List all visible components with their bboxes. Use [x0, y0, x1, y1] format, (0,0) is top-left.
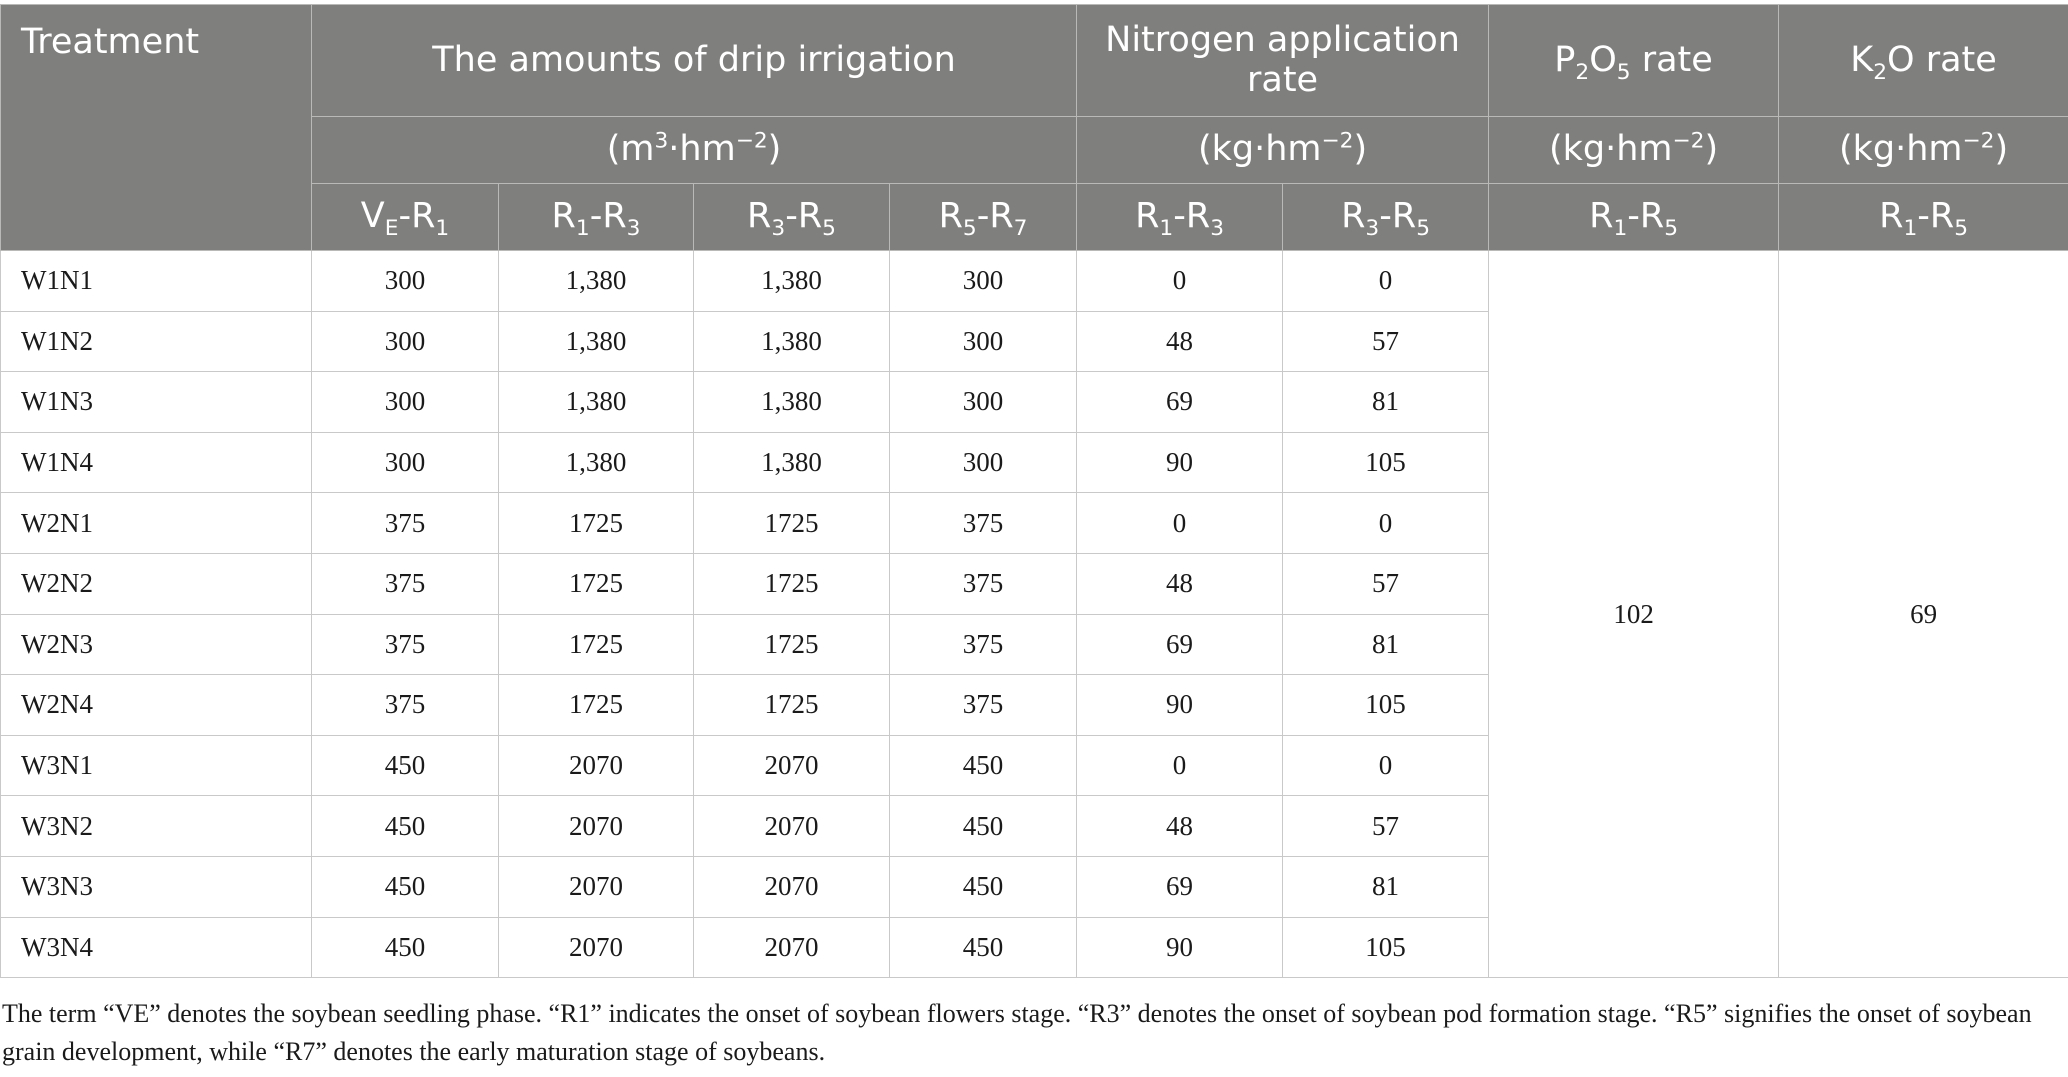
value-cell: 300 [312, 251, 499, 312]
value-cell: 375 [890, 675, 1077, 736]
value-cell: 1725 [694, 614, 890, 675]
treatment-header: Treatment [1, 5, 312, 251]
value-cell: 300 [890, 251, 1077, 312]
treatment-cell: W1N1 [1, 251, 312, 312]
nitrogen-unit: $(kg\cdot hm^{-2})$ [1077, 117, 1489, 184]
value-cell: 450 [890, 856, 1077, 917]
value-cell: 90 [1077, 432, 1283, 493]
value-cell: 57 [1283, 553, 1489, 614]
value-cell: 1,380 [499, 432, 694, 493]
value-cell: 81 [1283, 856, 1489, 917]
value-cell: 57 [1283, 311, 1489, 372]
stage-header: $R_3-R_5$ [694, 184, 890, 251]
stage-header: $R_3-R_5$ [1283, 184, 1489, 251]
value-cell: 1725 [499, 675, 694, 736]
treatment-cell: W1N3 [1, 372, 312, 433]
k2o-merged-cell: 69 [1779, 251, 2068, 978]
k2o-rate-header: $K_2O$ rate [1779, 5, 2068, 117]
value-cell: 90 [1077, 675, 1283, 736]
value-cell: 2070 [694, 917, 890, 978]
value-cell: 48 [1077, 553, 1283, 614]
stage-header: $R_1-R_3$ [499, 184, 694, 251]
p2o5-merged-cell: 102 [1489, 251, 1779, 978]
value-cell: 2070 [694, 856, 890, 917]
value-cell: 450 [890, 735, 1077, 796]
stage-header: $R_1-R_3$ [1077, 184, 1283, 251]
value-cell: 48 [1077, 311, 1283, 372]
k2o-unit: $(kg\cdot hm^{-2})$ [1779, 117, 2068, 184]
value-cell: 1,380 [499, 251, 694, 312]
value-cell: 1,380 [694, 251, 890, 312]
value-cell: 1,380 [499, 372, 694, 433]
table-row [1, 251, 2068, 312]
treatment-cell: W1N2 [1, 311, 312, 372]
stage-header: $V_E-R_1$ [312, 184, 499, 251]
value-cell: 105 [1283, 917, 1489, 978]
value-cell: 69 [1077, 856, 1283, 917]
value-cell: 81 [1283, 614, 1489, 675]
value-cell: 1725 [694, 553, 890, 614]
value-cell: 1725 [499, 493, 694, 554]
stage-header: $R_1-R_5$ [1489, 184, 1779, 251]
value-cell: 375 [312, 675, 499, 736]
value-cell: 300 [312, 432, 499, 493]
treatment-cell: W3N4 [1, 917, 312, 978]
value-cell: 0 [1077, 251, 1283, 312]
value-cell: 1,380 [694, 311, 890, 372]
value-cell: 375 [312, 493, 499, 554]
value-cell: 300 [890, 311, 1077, 372]
value-cell: 375 [312, 614, 499, 675]
p2o5-unit: $(kg\cdot hm^{-2})$ [1489, 117, 1779, 184]
value-cell: 375 [890, 553, 1077, 614]
p2o5-rate-header: $P_2O_5$ rate [1489, 5, 1779, 117]
fertigation-table [0, 4, 2068, 978]
value-cell: 300 [312, 372, 499, 433]
table-footnote: The term “VE” denotes the soybean seedling phase. “R1” indicates the onset of soybean flowers stage. “R3” denotes the onset of soybean pod formation stage. “R5” signifies the onset of soybean grain development, while “R7” denotes the early maturation stage of soybeans. [2, 999, 2032, 1066]
value-cell: 2070 [499, 917, 694, 978]
value-cell: 375 [890, 493, 1077, 554]
value-cell: 0 [1283, 735, 1489, 796]
treatment-cell: W3N1 [1, 735, 312, 796]
value-cell: 69 [1077, 372, 1283, 433]
treatment-cell: W2N4 [1, 675, 312, 736]
value-cell: 105 [1283, 432, 1489, 493]
value-cell: 0 [1077, 493, 1283, 554]
treatment-cell: W2N2 [1, 553, 312, 614]
value-cell: 2070 [499, 796, 694, 857]
value-cell: 300 [312, 311, 499, 372]
value-cell: 90 [1077, 917, 1283, 978]
value-cell: 57 [1283, 796, 1489, 857]
value-cell: 1,380 [694, 372, 890, 433]
value-cell: 0 [1283, 493, 1489, 554]
treatment-cell: W2N3 [1, 614, 312, 675]
treatment-cell: W3N3 [1, 856, 312, 917]
treatment-cell: W1N4 [1, 432, 312, 493]
value-cell: 1725 [499, 614, 694, 675]
value-cell: 1725 [499, 553, 694, 614]
stage-header: $R_1-R_5$ [1779, 184, 2068, 251]
nitrogen-rate-header: Nitrogen application rate [1077, 5, 1489, 117]
value-cell: 69 [1077, 614, 1283, 675]
value-cell: 0 [1283, 251, 1489, 312]
value-cell: 0 [1077, 735, 1283, 796]
value-cell: 450 [312, 856, 499, 917]
value-cell: 48 [1077, 796, 1283, 857]
value-cell: 300 [890, 432, 1077, 493]
value-cell: 300 [890, 372, 1077, 433]
treatment-cell: W2N1 [1, 493, 312, 554]
value-cell: 105 [1283, 675, 1489, 736]
value-cell: 2070 [694, 735, 890, 796]
drip-irrigation-header: The amounts of drip irrigation [312, 5, 1077, 117]
value-cell: 450 [312, 796, 499, 857]
treatment-cell: W3N2 [1, 796, 312, 857]
value-cell: 450 [312, 735, 499, 796]
value-cell: 1,380 [499, 311, 694, 372]
value-cell: 2070 [499, 856, 694, 917]
value-cell: 1725 [694, 493, 890, 554]
value-cell: 2070 [499, 735, 694, 796]
value-cell: 2070 [694, 796, 890, 857]
value-cell: 1725 [694, 675, 890, 736]
value-cell: 450 [312, 917, 499, 978]
value-cell: 375 [312, 553, 499, 614]
stage-header: $R_5-R_7$ [890, 184, 1077, 251]
value-cell: 1,380 [694, 432, 890, 493]
value-cell: 375 [890, 614, 1077, 675]
value-cell: 450 [890, 917, 1077, 978]
drip-irrigation-unit: $(m^3\cdot hm^{-2})$ [312, 117, 1077, 184]
value-cell: 81 [1283, 372, 1489, 433]
value-cell: 450 [890, 796, 1077, 857]
